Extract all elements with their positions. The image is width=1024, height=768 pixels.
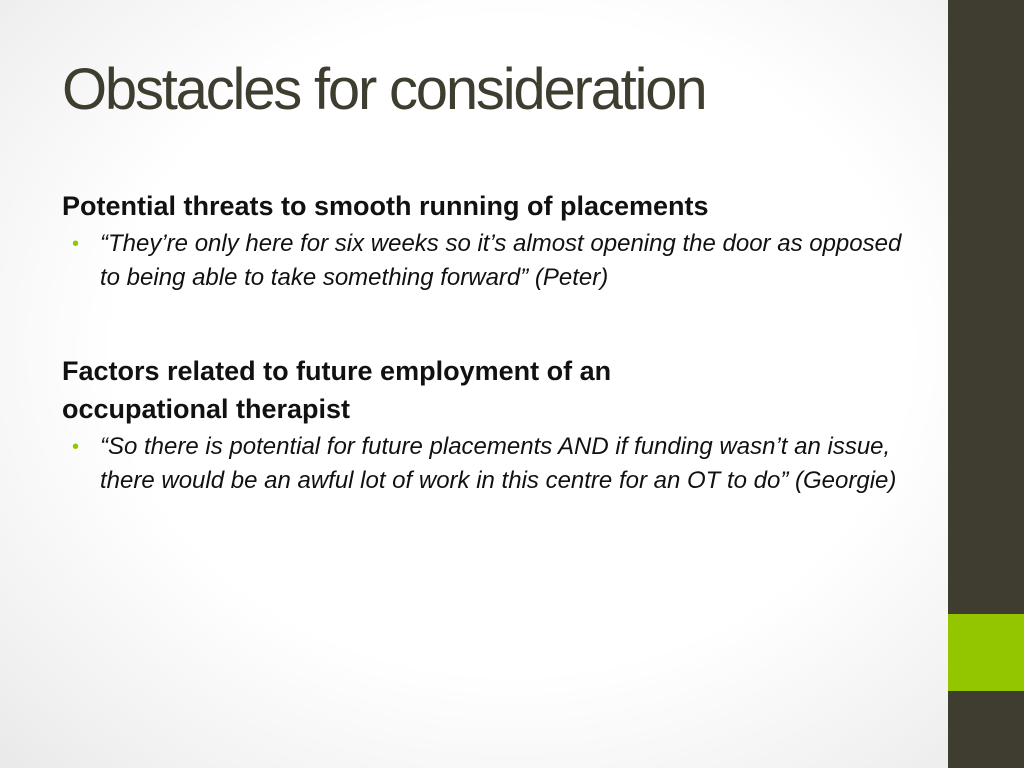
- sidebar-accent-block: [948, 614, 1024, 691]
- section-employment: [62, 352, 912, 498]
- bullet-dot-icon: •: [72, 233, 80, 255]
- slide-title: Obstacles for consideration: [62, 57, 706, 122]
- quote-bullet: [62, 227, 912, 295]
- quote-bullet: [62, 430, 912, 498]
- section-heading: Potential threats to smooth running of placements: [62, 191, 709, 221]
- quote-text: “They’re only here for six weeks so it’s almost opening the door as opposed to being able to take something forward” (Peter): [100, 230, 902, 291]
- section-threats: [62, 187, 912, 295]
- section-heading: Factors related to future employment of an occupational therapist: [62, 356, 612, 424]
- bullet-dot-icon: •: [72, 436, 80, 458]
- quote-text: “So there is potential for future placements AND if funding wasn’t an issue, there would be an awful lot of work in this centre for an OT to do” (Georgie): [100, 433, 897, 494]
